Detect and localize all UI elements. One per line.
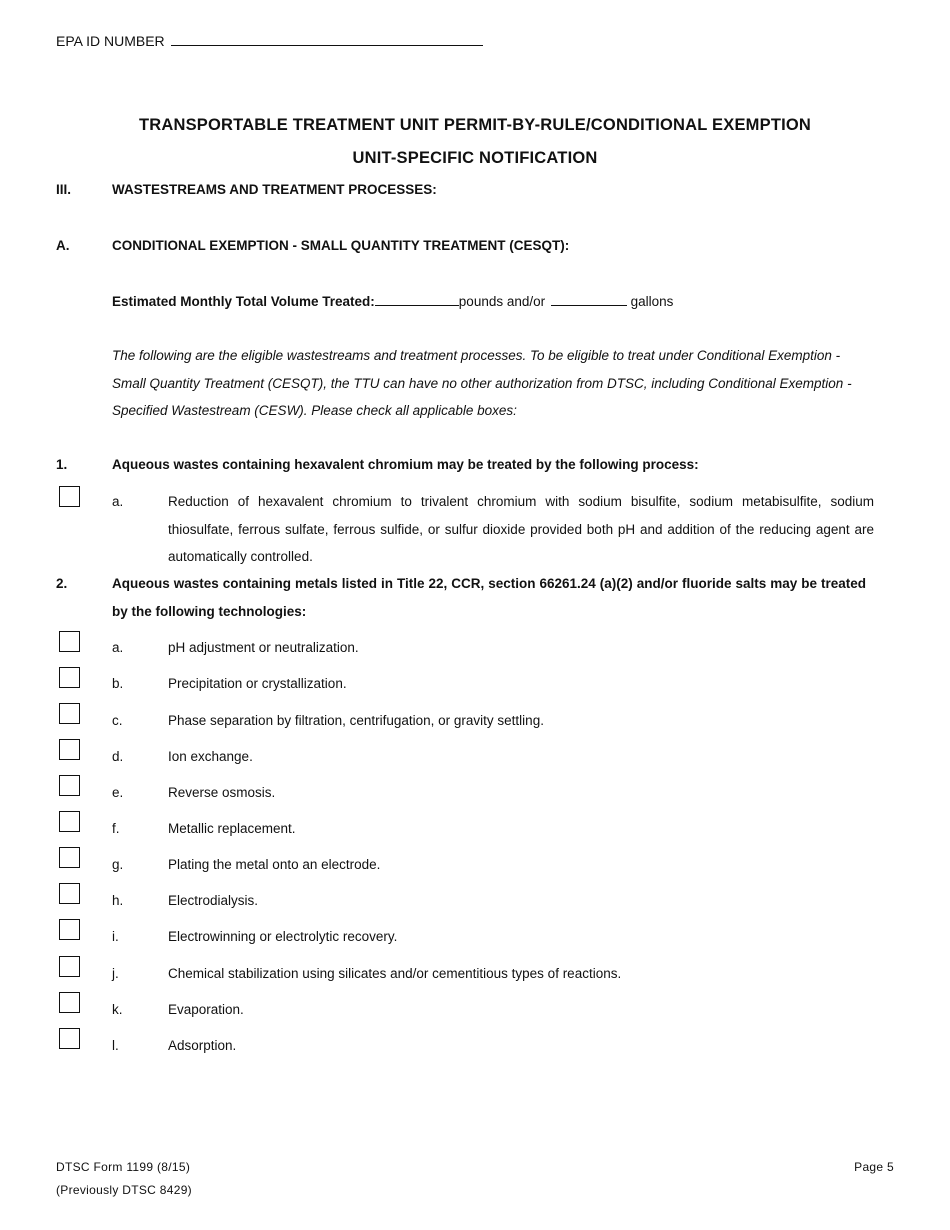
checkbox-item2-j[interactable] [59, 956, 80, 977]
gallons-input-line[interactable] [551, 293, 627, 306]
checkbox-item2-h[interactable] [59, 883, 80, 904]
checkbox-item2-l[interactable] [59, 1028, 80, 1049]
option-text: Evaporation. [168, 1002, 244, 1017]
volume-unit-pounds: pounds and/or [458, 294, 546, 309]
checkbox-item2-a[interactable] [59, 631, 80, 652]
option-letter: i. [112, 929, 119, 944]
volume-row [112, 293, 673, 309]
footer-page-number: Page 5 [854, 1160, 894, 1174]
option-letter: g. [112, 857, 124, 872]
option-letter: f. [112, 821, 120, 836]
option-text: Plating the metal onto an electrode. [168, 857, 381, 872]
checkbox-item2-k[interactable] [59, 992, 80, 1013]
item1-heading: Aqueous wastes containing hexavalent chromium may be treated by the following process: [112, 457, 699, 472]
form-title: TRANSPORTABLE TREATMENT UNIT PERMIT-BY-RULE/CONDITIONAL EXEMPTION [138, 116, 812, 134]
checkbox-item2-b[interactable] [59, 667, 80, 688]
pounds-input-line[interactable] [375, 293, 459, 306]
option-text: Adsorption. [168, 1038, 237, 1053]
option-letter: a. [112, 640, 124, 655]
option-text: Electrodialysis. [168, 893, 259, 908]
option-letter: e. [112, 785, 124, 800]
checkbox-item2-i[interactable] [59, 919, 80, 940]
option-text: Chemical stabilization using silicates and/or cementitious types of reactions. [168, 966, 622, 981]
option-letter: b. [112, 676, 124, 691]
subsection-heading: CONDITIONAL EXEMPTION - SMALL QUANTITY TREATMENT (CESQT): [112, 238, 570, 253]
item1-option-letter: a. [112, 494, 124, 509]
option-letter: k. [112, 1002, 123, 1017]
epa-id-label: EPA ID NUMBER [56, 33, 165, 49]
option-letter: l. [112, 1038, 119, 1053]
footer-previous-form: (Previously DTSC 8429) [56, 1183, 192, 1197]
option-letter: j. [112, 966, 119, 981]
form-subtitle: UNIT-SPECIFIC NOTIFICATION [352, 149, 598, 167]
option-text: Phase separation by filtration, centrifugation, or gravity settling. [168, 713, 544, 728]
checkbox-item1-a[interactable] [59, 486, 80, 507]
instructions-paragraph: The following are the eligible wastestreams and treatment processes. To be eligible to treat under Conditional Exemption - Small Quantity Treatment (CESQT), the TTU can have no other authorization from DTSC, including Conditional Exemption - Specified Wastestream (CESW). Please check all applicable boxes: [112, 348, 852, 418]
checkbox-item2-d[interactable] [59, 739, 80, 760]
option-text: Ion exchange. [168, 749, 253, 764]
epa-id-input-line[interactable] [171, 32, 483, 46]
footer-form-number: DTSC Form 1199 (8/15) [56, 1160, 191, 1174]
item1-option-text: Reduction of hexavalent chromium to trivalent chromium with sodium bisulfite, sodium metabisulfite, sodium thiosulfate, ferrous sulfate, ferrous sulfide, or sulfur dioxide provided both pH and addition of the reducing agent are automatically controlled. [168, 494, 874, 564]
section-heading: WASTESTREAMS AND TREATMENT PROCESSES: [112, 182, 437, 197]
checkbox-item2-f[interactable] [59, 811, 80, 832]
option-text: Metallic replacement. [168, 821, 296, 836]
option-text: pH adjustment or neutralization. [168, 640, 359, 655]
option-text: Electrowinning or electrolytic recovery. [168, 929, 398, 944]
option-text: Reverse osmosis. [168, 785, 276, 800]
volume-unit-gallons: gallons [630, 294, 674, 309]
item2-number: 2. [56, 576, 68, 591]
volume-label: Estimated Monthly Total Volume Treated: [112, 294, 375, 309]
epa-id-field [56, 32, 483, 49]
option-letter: c. [112, 713, 123, 728]
checkbox-item2-g[interactable] [59, 847, 80, 868]
checkbox-item2-e[interactable] [59, 775, 80, 796]
section-number: III. [56, 182, 72, 197]
item2-heading: Aqueous wastes containing metals listed in Title 22, CCR, section 66261.24 (a)(2) and/or fluoride salts may be treated by the following technologies: [112, 576, 866, 619]
option-letter: h. [112, 893, 124, 908]
option-text: Precipitation or crystallization. [168, 676, 347, 691]
option-letter: d. [112, 749, 124, 764]
subsection-letter: A. [56, 238, 70, 253]
item1-number: 1. [56, 457, 68, 472]
checkbox-item2-c[interactable] [59, 703, 80, 724]
